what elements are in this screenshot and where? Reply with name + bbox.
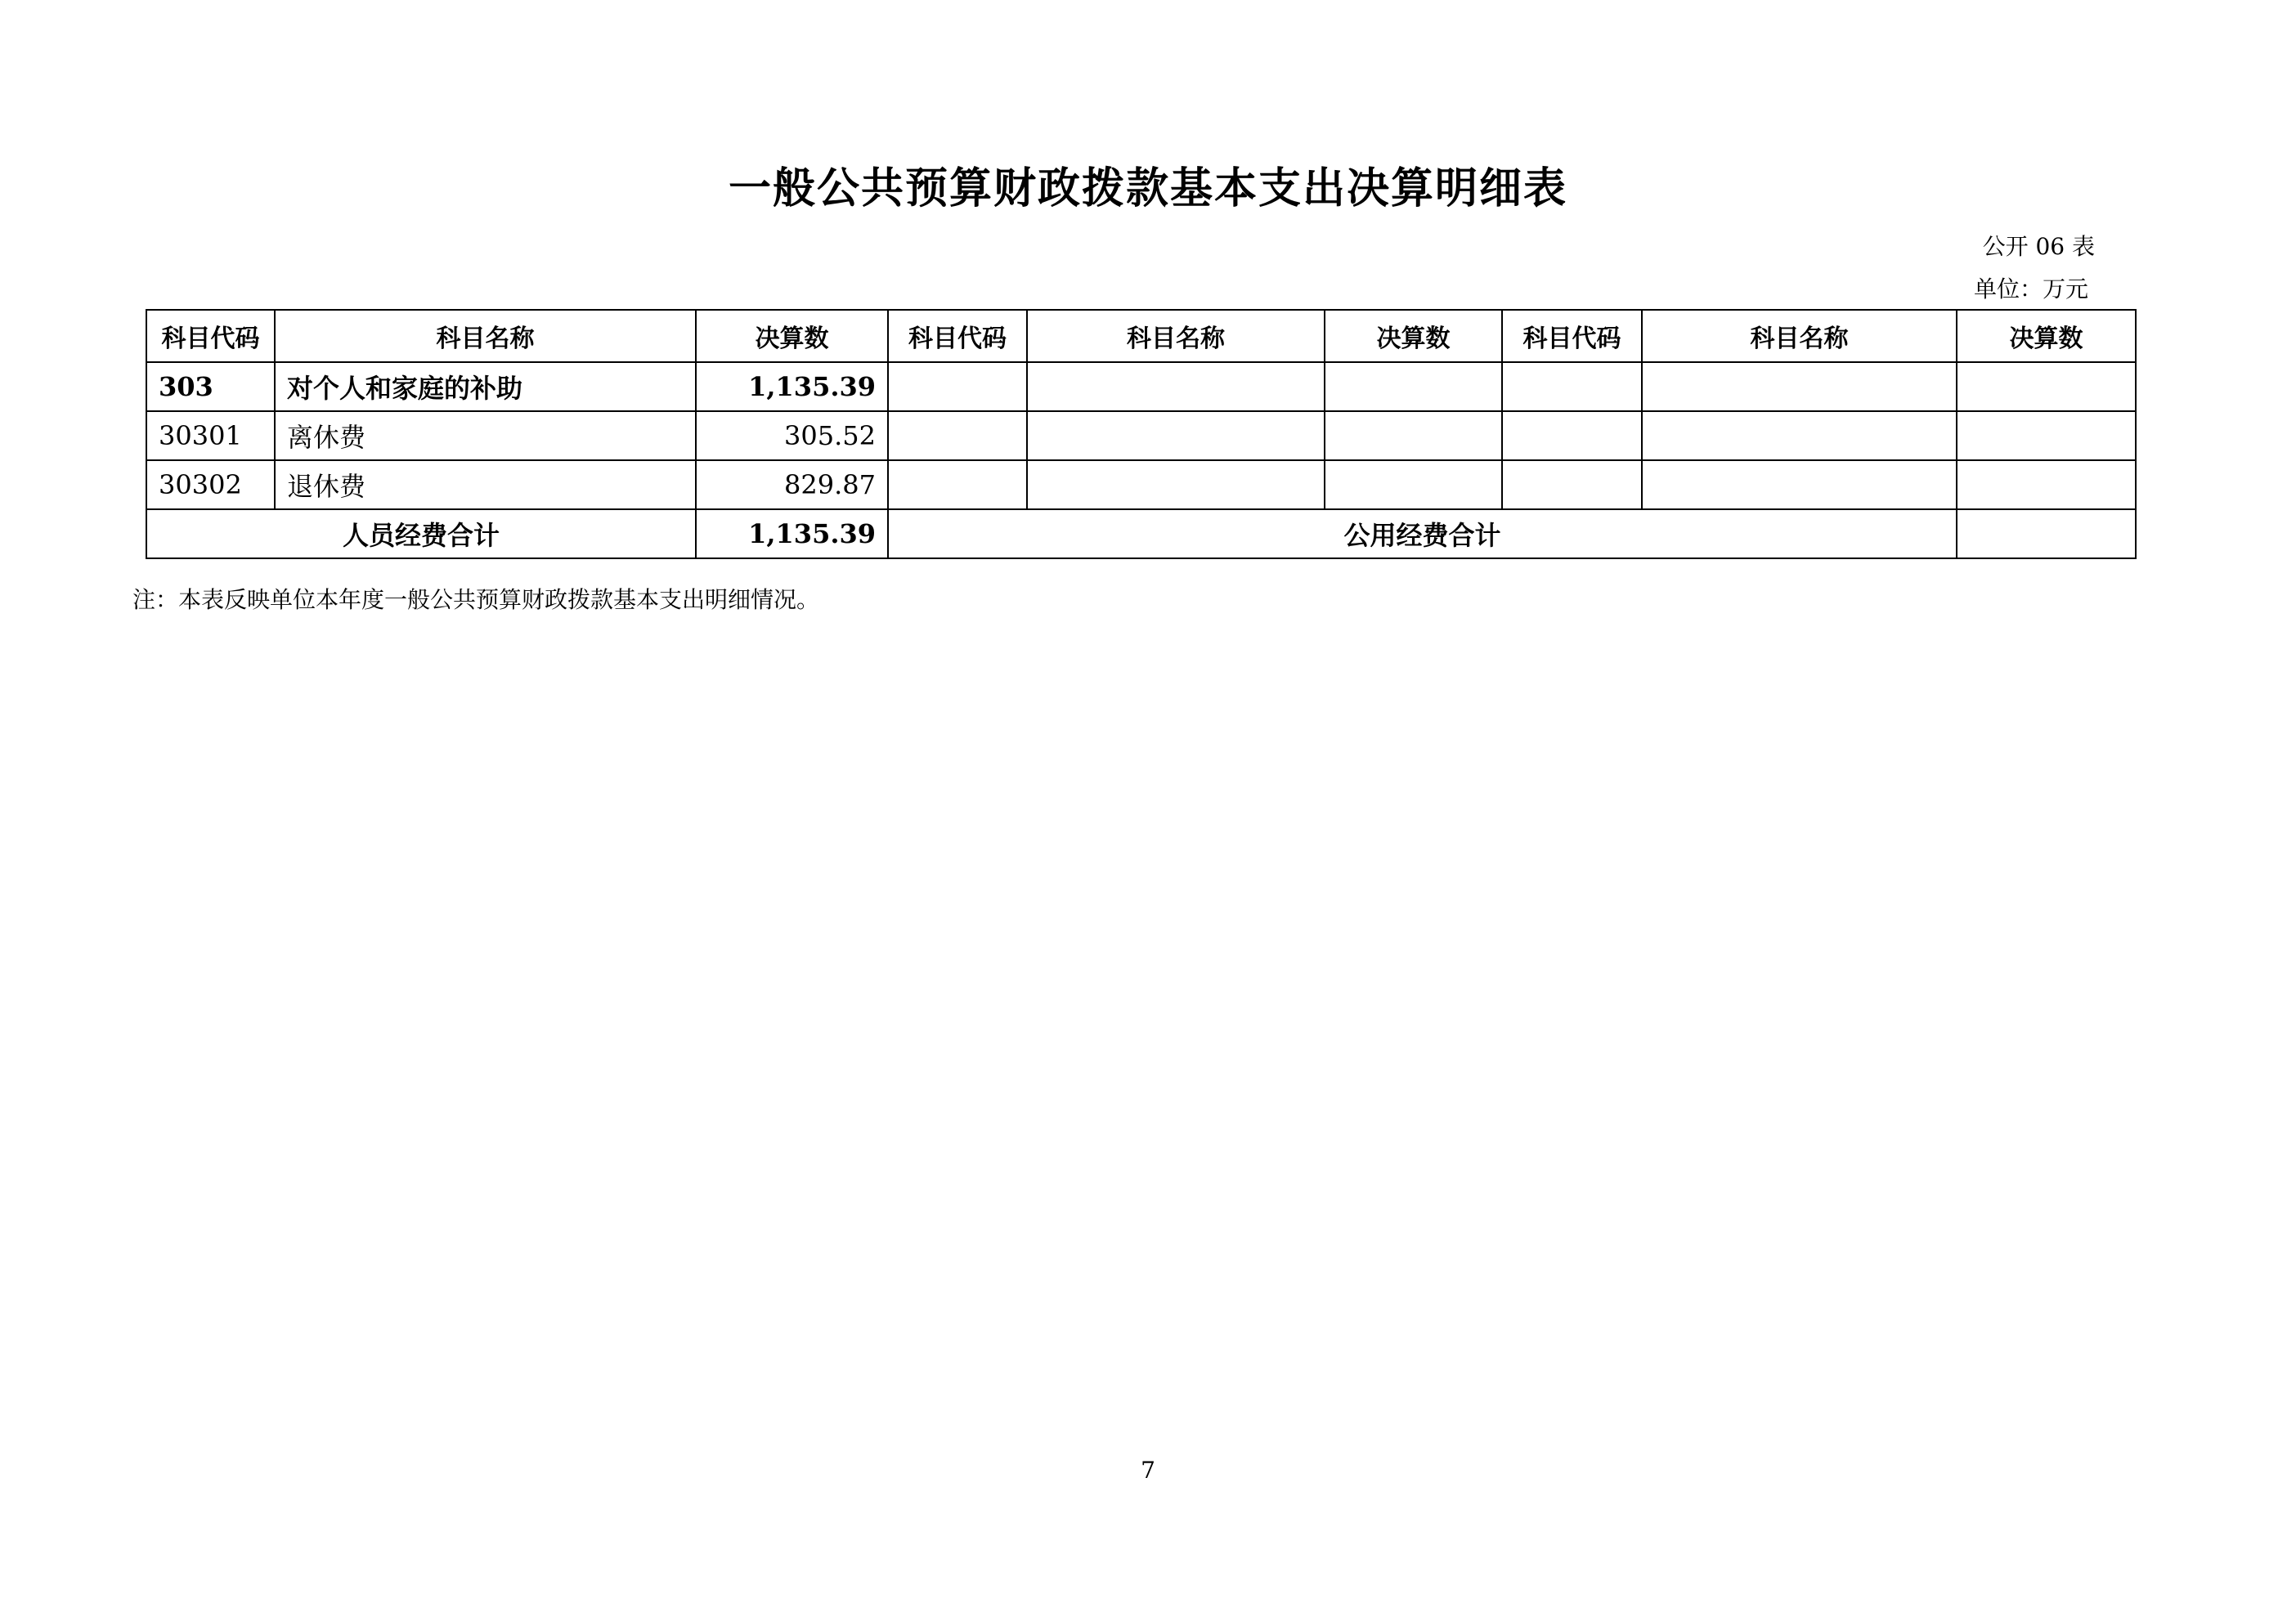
personnel-total-amount: 1,135.39	[696, 509, 888, 558]
empty-cell	[1642, 460, 1957, 509]
empty-cell	[1642, 411, 1957, 460]
table-note: 注：本表反映单位本年度一般公共预算财政拨款基本支出明细情况。	[132, 586, 820, 613]
amount-cell: 829.87	[696, 460, 888, 509]
empty-cell	[1642, 362, 1957, 411]
empty-cell	[1027, 362, 1325, 411]
page-title: 一般公共预算财政拨款基本支出决算明细表	[728, 163, 1567, 213]
subject-name-cell: 对个人和家庭的补助	[275, 362, 696, 411]
header-cell: 科目名称	[275, 310, 696, 362]
empty-cell	[1957, 460, 2136, 509]
subject-code-cell: 30301	[146, 411, 275, 460]
table-row	[146, 362, 2136, 411]
header-cell: 决算数	[1957, 310, 2136, 362]
table-row	[146, 460, 2136, 509]
subject-name-cell: 离休费	[275, 411, 696, 460]
public-total-amount	[1957, 509, 2136, 558]
public-total-label: 公用经费合计	[888, 509, 1957, 558]
empty-cell	[1957, 362, 2136, 411]
table-row	[146, 411, 2136, 460]
amount-cell: 305.52	[696, 411, 888, 460]
unit-label: 单位：万元	[1973, 275, 2088, 302]
header-cell: 科目名称	[1027, 310, 1325, 362]
totals-row	[146, 509, 2136, 558]
empty-cell	[888, 411, 1027, 460]
empty-cell	[1957, 411, 2136, 460]
empty-cell	[1325, 411, 1502, 460]
header-cell: 科目代码	[146, 310, 275, 362]
empty-cell	[1325, 460, 1502, 509]
page-number: 7	[1141, 1457, 1155, 1484]
empty-cell	[1027, 411, 1325, 460]
personnel-total-label: 人员经费合计	[146, 509, 696, 558]
header-cell: 科目名称	[1642, 310, 1957, 362]
form-number: 公开 06 表	[1982, 233, 2095, 260]
table-header-row	[146, 310, 2136, 362]
empty-cell	[888, 460, 1027, 509]
header-cell: 决算数	[1325, 310, 1502, 362]
header-cell: 科目代码	[888, 310, 1027, 362]
subject-name-cell: 退休费	[275, 460, 696, 509]
amount-cell: 1,135.39	[696, 362, 888, 411]
header-cell: 科目代码	[1502, 310, 1642, 362]
expenditure-detail-table	[146, 309, 2137, 559]
empty-cell	[1027, 460, 1325, 509]
empty-cell	[1502, 362, 1642, 411]
empty-cell	[1325, 362, 1502, 411]
subject-code-cell: 30302	[146, 460, 275, 509]
empty-cell	[1502, 411, 1642, 460]
empty-cell	[888, 362, 1027, 411]
header-cell: 决算数	[696, 310, 888, 362]
subject-code-cell: 303	[146, 362, 275, 411]
empty-cell	[1502, 460, 1642, 509]
